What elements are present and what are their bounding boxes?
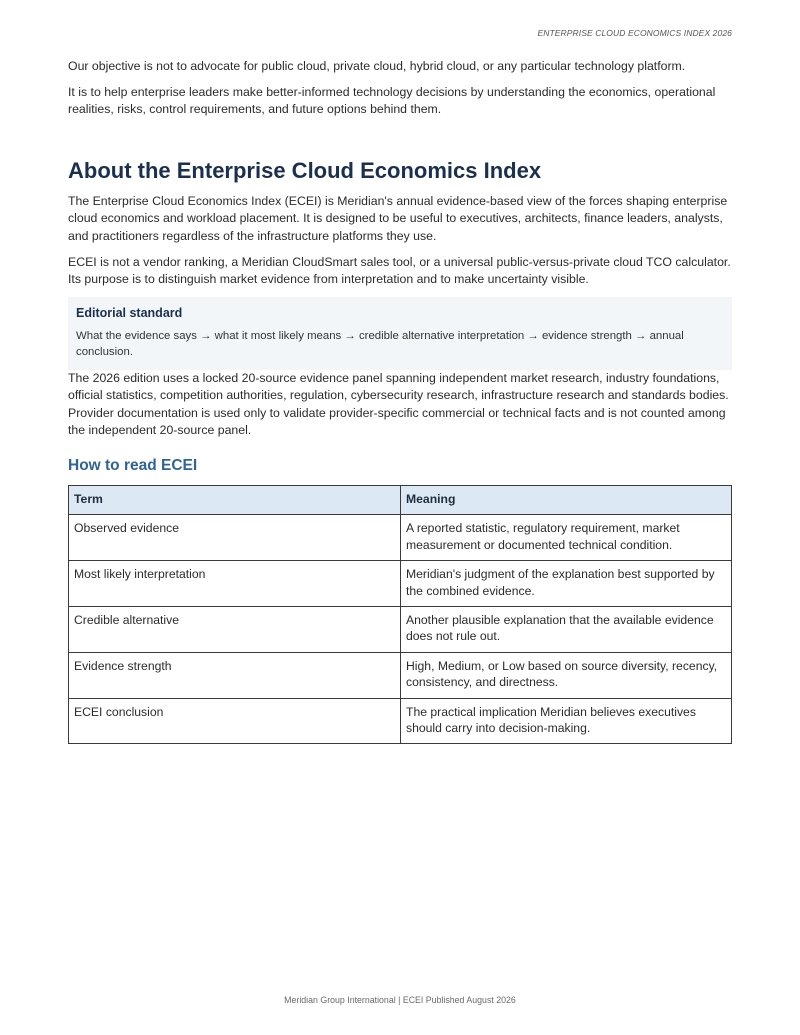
term-cell: Most likely interpretation [69, 561, 401, 607]
table-row [69, 652, 732, 698]
editorial-standard-callout [68, 297, 732, 370]
about-paragraph-1: The Enterprise Cloud Economics Index (ECEI) is Meridian's annual evidence-based view of the forces shaping enterprise cloud economics and workload placement. It is designed to be useful to executives, architects, finance leaders, analysts, and practitioners regardless of the infrastructure platforms they use. [68, 193, 728, 243]
meaning-cell: A reported statistic, regulatory requirement, market measurement or documented technical condition. [401, 515, 732, 561]
term-cell: Credible alternative [69, 606, 401, 652]
term-cell: Observed evidence [69, 515, 401, 561]
page-content [68, 58, 732, 744]
table-row [69, 561, 732, 607]
about-paragraph-2: ECEI is not a vendor ranking, a Meridian CloudSmart sales tool, or a universal public-versus-private cloud TCO calculator. Its purpose is to distinguish market evidence from interpretation and to make uncertainty visible. [68, 254, 731, 287]
table-row [69, 606, 732, 652]
running-header: ENTERPRISE CLOUD ECONOMICS INDEX 2026 [537, 28, 732, 38]
intro-paragraph-1: Our objective is not to advocate for public cloud, private cloud, hybrid cloud, or any particular technology platform. [68, 59, 686, 73]
callout-title: Editorial standard [76, 305, 183, 320]
meaning-cell: Meridian's judgment of the explanation best supported by the combined evidence. [401, 561, 732, 607]
header-term: Term [69, 485, 401, 514]
table-row [69, 515, 732, 561]
table-header-row [69, 485, 732, 514]
intro-paragraph-2: It is to help enterprise leaders make better-informed technology decisions by understanding the economics, operational realities, risks, control requirements, and future options behind them. [68, 84, 716, 117]
callout-text: What the evidence says → what it most likely means → credible alternative interpretation → evidence strength → annual conclusion. [76, 329, 684, 359]
meaning-cell: The practical implication Meridian believes executives should carry into decision-making. [401, 698, 732, 744]
header-meaning: Meaning [401, 485, 732, 514]
how-to-read-title: How to read ECEI [68, 456, 198, 474]
about-section-title: About the Enterprise Cloud Economics Index [68, 157, 542, 183]
terms-table [68, 485, 732, 744]
page-footer: Meridian Group International | ECEI Published August 2026 [284, 995, 516, 1005]
term-cell: Evidence strength [69, 652, 401, 698]
term-cell: ECEI conclusion [69, 698, 401, 744]
evidence-panel-paragraph: The 2026 edition uses a locked 20-source evidence panel spanning independent market research, industry foundations, official statistics, competition authorities, regulation, cybersecurity research, infrastructure research and standards bodies. Provider documentation is used only to validate provider-specific commercial or technical facts and is not counted among the independent 20-source panel. [68, 370, 729, 438]
meaning-cell: High, Medium, or Low based on source diversity, recency, consistency, and directness. [401, 652, 732, 698]
table-row [69, 698, 732, 744]
meaning-cell: Another plausible explanation that the available evidence does not rule out. [401, 606, 732, 652]
